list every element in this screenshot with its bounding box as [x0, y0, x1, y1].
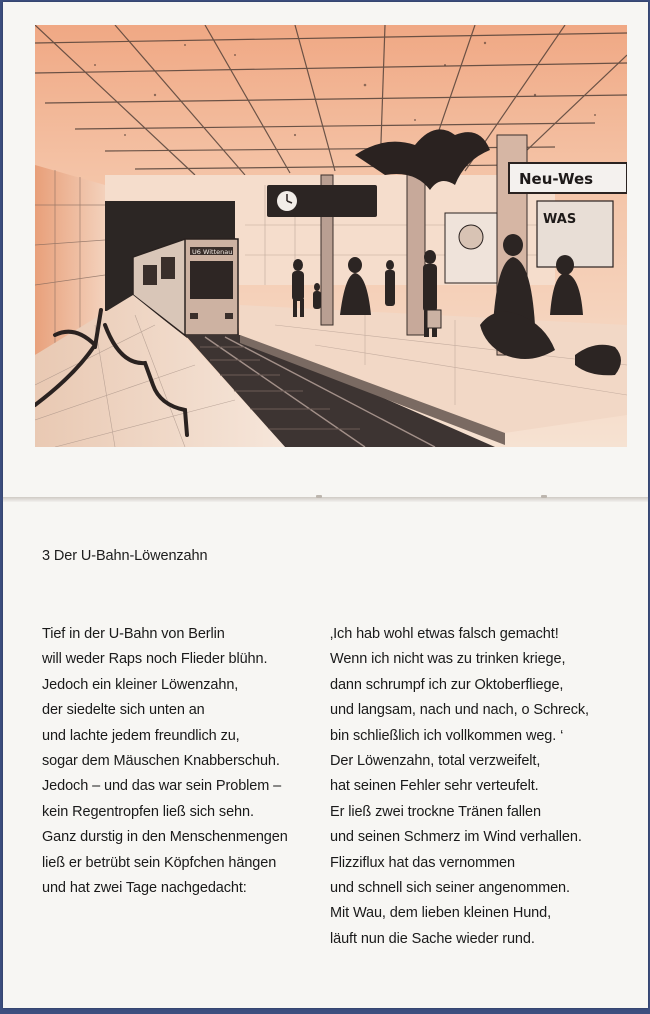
poem-line: Der Löwenzahn, total verzweifelt, — [330, 753, 541, 770]
poem-line: Wenn ich nicht was zu trinken kriege, — [330, 651, 566, 668]
poem-heading: 3 Der U-Bahn-Löwenzahn — [42, 548, 208, 564]
poem-line: kein Regentropfen ließ sich sehn. — [42, 803, 254, 820]
poem-column-left — [42, 622, 288, 901]
poem-line: und langsam, nach und nach, o Schreck, — [330, 702, 589, 719]
poem-line: und hat zwei Tage nachgedacht: — [42, 880, 247, 897]
poem-line: ließ er betrübt sein Köpfchen hängen — [42, 854, 277, 871]
poem-line: Er ließ zwei trockne Tränen fallen — [330, 803, 541, 820]
train-sign-text: U6 Wittenau — [192, 248, 233, 256]
station-sign-text: Neu-Wes — [519, 170, 594, 188]
poster-text: WAS — [543, 212, 577, 227]
poem-line: bin schließlich ich vollkommen weg. ‘ — [330, 727, 564, 744]
poem-line: Jedoch – und das war sein Problem – — [42, 778, 282, 795]
poem-line: Flizziflux hat das vernommen — [330, 854, 515, 871]
poem-line: läuft nun die Sache wieder rund. — [330, 930, 535, 947]
book-fold — [3, 497, 648, 502]
staple — [541, 495, 547, 498]
poem-line: und lachte jedem freundlich zu, — [42, 727, 240, 744]
poem-column-right — [330, 622, 589, 952]
poem-line: ‚Ich hab wohl etwas falsch gemacht! — [330, 626, 559, 642]
poem-line: dann schrumpf ich zur Oktoberfliege, — [330, 676, 564, 693]
poem-line: hat seinen Fehler sehr verteufelt. — [330, 778, 539, 795]
poem-line: Jedoch ein kleiner Löwenzahn, — [42, 676, 239, 693]
poem-line: Ganz durstig in den Menschenmengen — [42, 829, 288, 846]
poem-line: will weder Raps noch Flieder blühn. — [42, 651, 268, 668]
poem-line: Mit Wau, dem lieben kleinen Hund, — [330, 905, 552, 922]
staple — [316, 495, 322, 498]
poem-line: sogar dem Mäuschen Knabberschuh. — [42, 753, 280, 770]
poem-line: der siedelte sich unten an — [42, 702, 205, 719]
poem-line: Tief in der U-Bahn von Berlin — [42, 626, 225, 642]
poem-line: und schnell sich seiner angenommen. — [330, 880, 570, 897]
subway-station-illustration — [35, 25, 627, 447]
poem-line: und seinen Schmerz im Wind verhallen. — [330, 829, 582, 846]
